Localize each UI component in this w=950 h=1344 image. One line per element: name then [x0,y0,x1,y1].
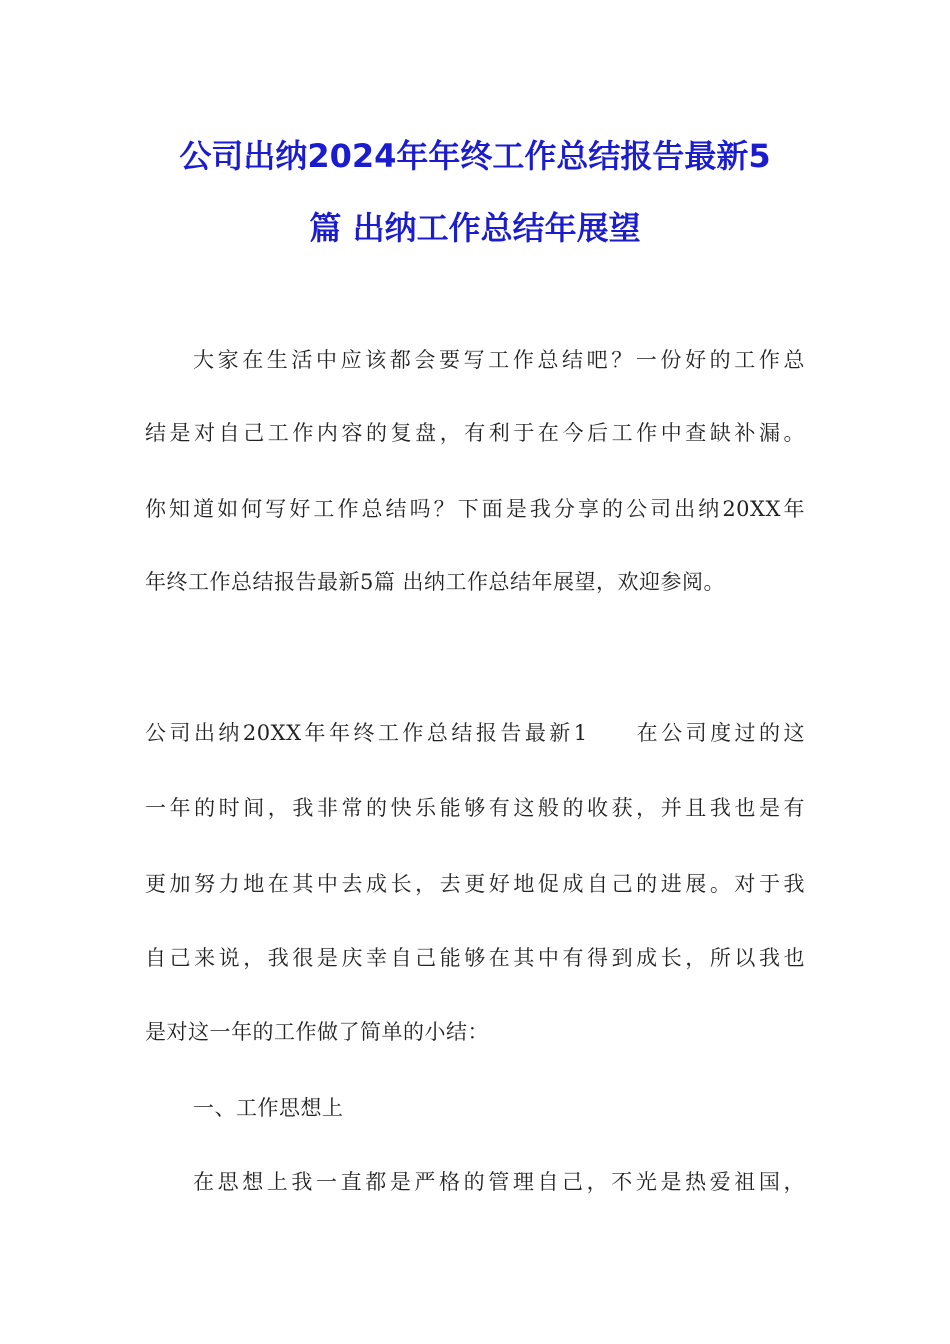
section1-heading-line [145,718,805,748]
intro-line-4: 年终工作总结报告最新5篇 出纳工作总结年展望，欢迎参阅。 [145,570,726,594]
section1-heading: 公司出纳20XX年年终工作总结报告最新1 [145,721,588,745]
intro-line-3: 你知道如何写好工作总结吗？下面是我分享的公司出纳20XX年 [145,497,805,521]
subheading-work-thoughts: 一、工作思想上 [193,1096,344,1120]
intro-line-2: 结是对自己工作内容的复盘，有利于在今后工作中查缺补漏。 [145,421,805,445]
section1-line-2: 更加努力地在其中去成长，去更好地促成自己的进展。对于我 [145,872,805,896]
document-title-line-1: 公司出纳2024年年终工作总结报告最新5 [179,137,771,175]
paragraph-last-line: 在思想上我一直都是严格的管理自己，不光是热爱祖国， [193,1170,805,1194]
section1-line-3: 自己来说，我很是庆幸自己能够在其中有得到成长，所以我也 [145,946,805,970]
section1-line-4: 是对这一年的工作做了简单的小结： [145,1020,489,1044]
intro-line-1: 大家在生活中应该都会要写工作总结吧？一份好的工作总 [193,348,805,372]
section1-heading-tail: 在公司度过的这 [633,721,806,745]
document-title-line-2: 篇 出纳工作总结年展望 [309,209,641,247]
section1-line-1: 一年的时间，我非常的快乐能够有这般的收获，并且我也是有 [145,796,805,820]
